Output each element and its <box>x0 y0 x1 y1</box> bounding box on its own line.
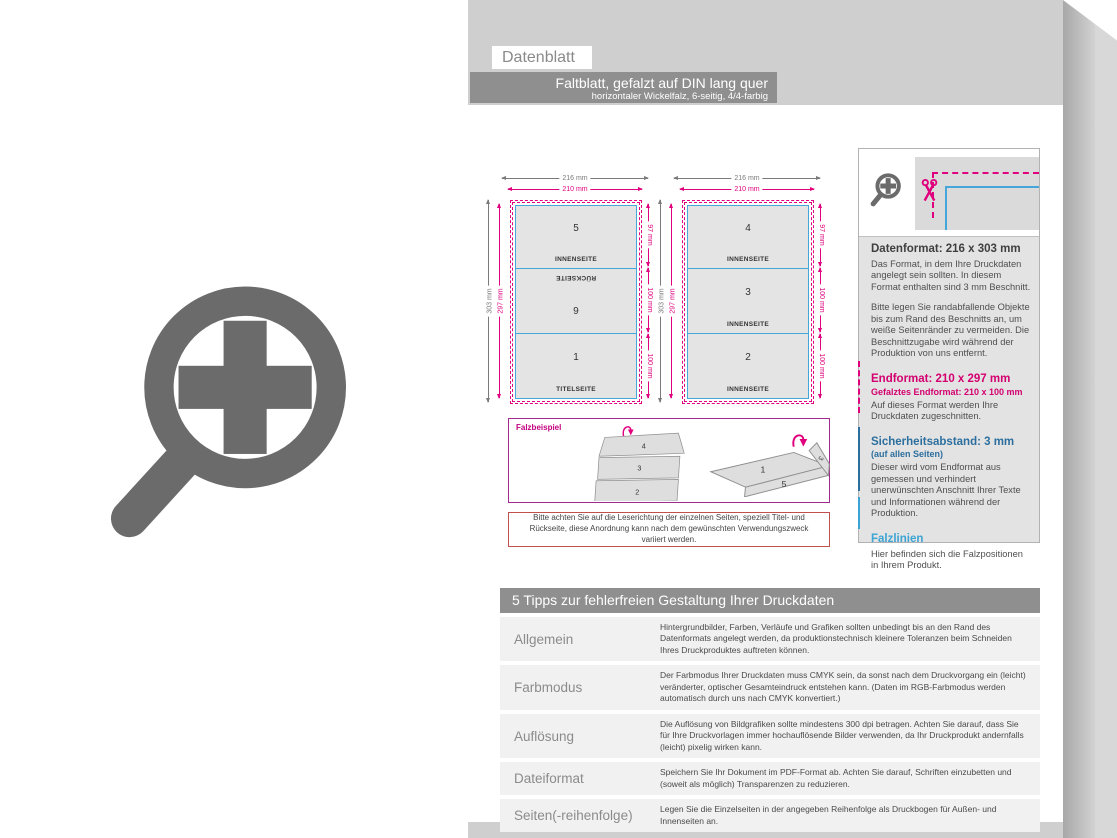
sicherheitsabstand-heading: Sicherheitsabstand: 3 mm <box>871 435 1015 448</box>
sicherheitsabstand-text: Dieser wird vom Endformat aus gemessen und verhindert unerwünschten Anschnitt Ihrer Texte und Informationen während der Produktion. <box>871 462 1021 519</box>
endformat-heading: Endformat: 210 x 297 mm <box>871 372 1011 385</box>
dimension-width-outer <box>674 175 820 183</box>
dim-label: 216 mm <box>559 175 590 183</box>
corner-detail-diagram <box>915 157 1039 230</box>
endformat-text: Auf dieses Format werden Ihre Druckdaten zugeschnitten. <box>871 399 999 422</box>
tip-label: Farbmodus <box>514 680 583 696</box>
dim-label: 97 mm <box>646 221 653 248</box>
table-row <box>500 762 1040 795</box>
product-subtitle: horizontaler Wickelfalz, 6-seitig, 4/4-farbig <box>591 91 768 102</box>
panel-label: INNENSEITE <box>726 256 769 264</box>
fold-direction-arrow-icon <box>793 435 807 446</box>
tip-text: Speichern Sie Ihr Dokument im PDF-Format ab. Achten Sie darauf, Schriften einzubetten und (soweit als möglich) Transparenzen zu reduzieren. <box>660 767 1012 789</box>
diagram-sheet-inner <box>654 168 844 418</box>
product-title-bar <box>470 72 777 103</box>
fold-direction-arrow-icon <box>623 427 633 436</box>
table-row <box>500 714 1040 758</box>
dim-label: 297 mm <box>669 285 676 316</box>
fold-panel-number: 1 <box>760 464 766 475</box>
fold-step1-illustration <box>559 423 704 501</box>
tips-title: 5 Tipps zur fehlerfreien Gestaltung Ihrer Druckdaten <box>500 588 1040 613</box>
tip-text: Die Auflösung von Bildgrafiken sollte mindestens 300 dpi betragen. Achten Sie darauf, dass Sie für Ihre Druckvorlagen immer hochauflösende Bilder verwenden, da Ihr Druckprodukt andernfalls (leicht) pixelig wirken kann. <box>660 718 1024 752</box>
panel-number: 2 <box>745 351 751 363</box>
dimension-height-outer <box>486 200 493 402</box>
tip-text: Hintergrundbilder, Farben, Verläufe und Grafiken sollten unbedingt bis an den Rand des Datenformats angelegt werden, da produktionstechnisch kleinere Toleranzen beim Schneiden Ihres Druckproduktes auftreten können. <box>660 622 1012 655</box>
product-title: Faltblatt, gefalzt auf DIN lang quer <box>555 75 768 91</box>
panel-number: 3 <box>745 286 751 298</box>
panel-5 <box>516 206 636 268</box>
note-text: Bitte achten Sie auf die Leserichtung der einzelnen Seiten, speziell Titel- und Rückseite, diese Anordnung kann nach dem gewünschten Verwendungszweck variiert werden. <box>529 513 809 544</box>
dimension-segment-top <box>818 204 825 266</box>
datenformat-text: Das Format, in dem Ihre Druckdaten angelegt sein sollten. In diesem Format enthalten sind 3 mm Beschnitt. <box>871 258 1031 292</box>
endformat-subheading: Gefalztes Endformat: 210 x 100 mm <box>871 386 1023 397</box>
dimension-segment-mid <box>818 268 825 332</box>
safety-corner-line <box>945 186 1039 230</box>
panel-label: INNENSEITE <box>554 256 597 264</box>
fold-example-label: Falzbeispiel <box>516 423 562 432</box>
fold-panel-number: 3 <box>816 454 825 462</box>
safety-line <box>687 205 809 399</box>
dim-label: 297 mm <box>497 285 504 316</box>
panel-label: RÜCKSEITE <box>555 274 597 282</box>
bleed-text: Bitte legen Sie randabfallende Objekte bis zum Rand des Beschnitts an, um weiße Seitenränder zu vermeiden. Die Beschnittzugabe wird während der Produktion von uns entfernt. <box>871 302 1030 359</box>
dim-label: 210 mm <box>731 186 762 194</box>
datenformat-heading: Datenformat: 216 x 303 mm <box>871 243 1021 255</box>
panel-number: 4 <box>745 223 751 235</box>
panel-number: 5 <box>573 223 579 235</box>
fold-panel-number: 4 <box>641 441 646 451</box>
table-row <box>500 665 1040 709</box>
dim-label: 100 mm <box>646 350 653 381</box>
tip-text: Der Farbmodus Ihrer Druckdaten muss CMYK sein, da sonst nach dem Druckvorgang ein (leicht) veränderter, optischer Gesamteindruck entstehen kann. (Daten im RGB-Farbmodus werden automatisch durch uns nach CMYK konvertiert.) <box>660 670 1026 704</box>
dim-label: 100 mm <box>646 284 653 315</box>
dim-label: 303 mm <box>486 285 493 316</box>
diagram-sheet-outer <box>482 168 672 418</box>
bleed-line <box>512 202 640 402</box>
panel-label: INNENSEITE <box>726 321 769 329</box>
zoom-plus-icon <box>100 262 355 546</box>
sicherheitsabstand-subheading: (auf allen Seiten) <box>871 449 944 460</box>
note-box <box>508 512 830 547</box>
panel-number: 1 <box>573 351 579 363</box>
dimension-segment-bot <box>818 334 825 398</box>
panel-4 <box>688 206 808 268</box>
table-row <box>500 799 1040 832</box>
bleed-cut-line <box>932 172 1039 174</box>
corner-detail <box>859 149 1039 237</box>
tip-label: Dateiformat <box>514 771 584 787</box>
safety-line <box>515 205 637 399</box>
dimension-segment-mid <box>646 268 653 332</box>
panel-3 <box>688 268 808 333</box>
dim-label: 100 mm <box>818 350 825 381</box>
info-panel-body <box>859 237 1039 571</box>
dim-label: 216 mm <box>731 175 762 183</box>
panel-2 <box>688 333 808 398</box>
backdrop-right <box>1095 0 1117 838</box>
dim-label: 97 mm <box>818 221 825 248</box>
falzlinien-text: Hier befinden sich die Falzpositionen in Ihrem Produkt. <box>871 548 1023 571</box>
panel-6 <box>516 268 636 333</box>
panel-label: INNENSEITE <box>726 385 769 393</box>
panel-number: 6 <box>573 304 579 316</box>
tip-text: Legen Sie die Einzelseiten in der angegeben Reihenfolge als Druckbogen für Außen- und Innenseiten an. <box>660 804 997 826</box>
panel-1 <box>516 333 636 398</box>
fold-example-box <box>508 418 830 503</box>
sheet-outline <box>510 200 642 404</box>
falzlinien-heading: Falzlinien <box>871 532 924 545</box>
tip-label: Auflösung <box>514 728 575 744</box>
rotated-content <box>516 269 636 333</box>
tips-table <box>500 588 1040 832</box>
info-panel <box>858 148 1040 571</box>
dimension-segment-top <box>646 204 653 266</box>
dimension-height-inner <box>669 204 676 398</box>
fold-step2-illustration <box>705 433 840 497</box>
dimension-width-inner <box>680 186 814 194</box>
dim-label: 210 mm <box>559 186 590 194</box>
dim-label: 303 mm <box>658 285 665 316</box>
fold-panel-number: 2 <box>635 487 640 497</box>
dimension-segment-bot <box>646 334 653 398</box>
fold-panel-number: 5 <box>781 479 787 490</box>
dimension-width-inner <box>508 186 642 194</box>
fold-panel-number: 3 <box>637 463 642 473</box>
dimension-width-outer <box>502 175 648 183</box>
dimension-height-outer <box>658 200 665 402</box>
dimension-height-inner <box>497 204 504 398</box>
table-row <box>500 617 1040 661</box>
bleed-line <box>684 202 812 402</box>
scissors-icon <box>921 179 938 203</box>
panel-label: TITELSEITE <box>556 385 596 393</box>
dim-label: 100 mm <box>818 284 825 315</box>
page-title: Datenblatt <box>492 46 592 69</box>
zoom-plus-icon <box>868 171 904 211</box>
tip-label: Seiten(-reihenfolge) <box>514 808 633 824</box>
page-shadow <box>1063 0 1095 838</box>
sheet-outline <box>682 200 814 404</box>
tip-label: Allgemein <box>514 631 574 647</box>
